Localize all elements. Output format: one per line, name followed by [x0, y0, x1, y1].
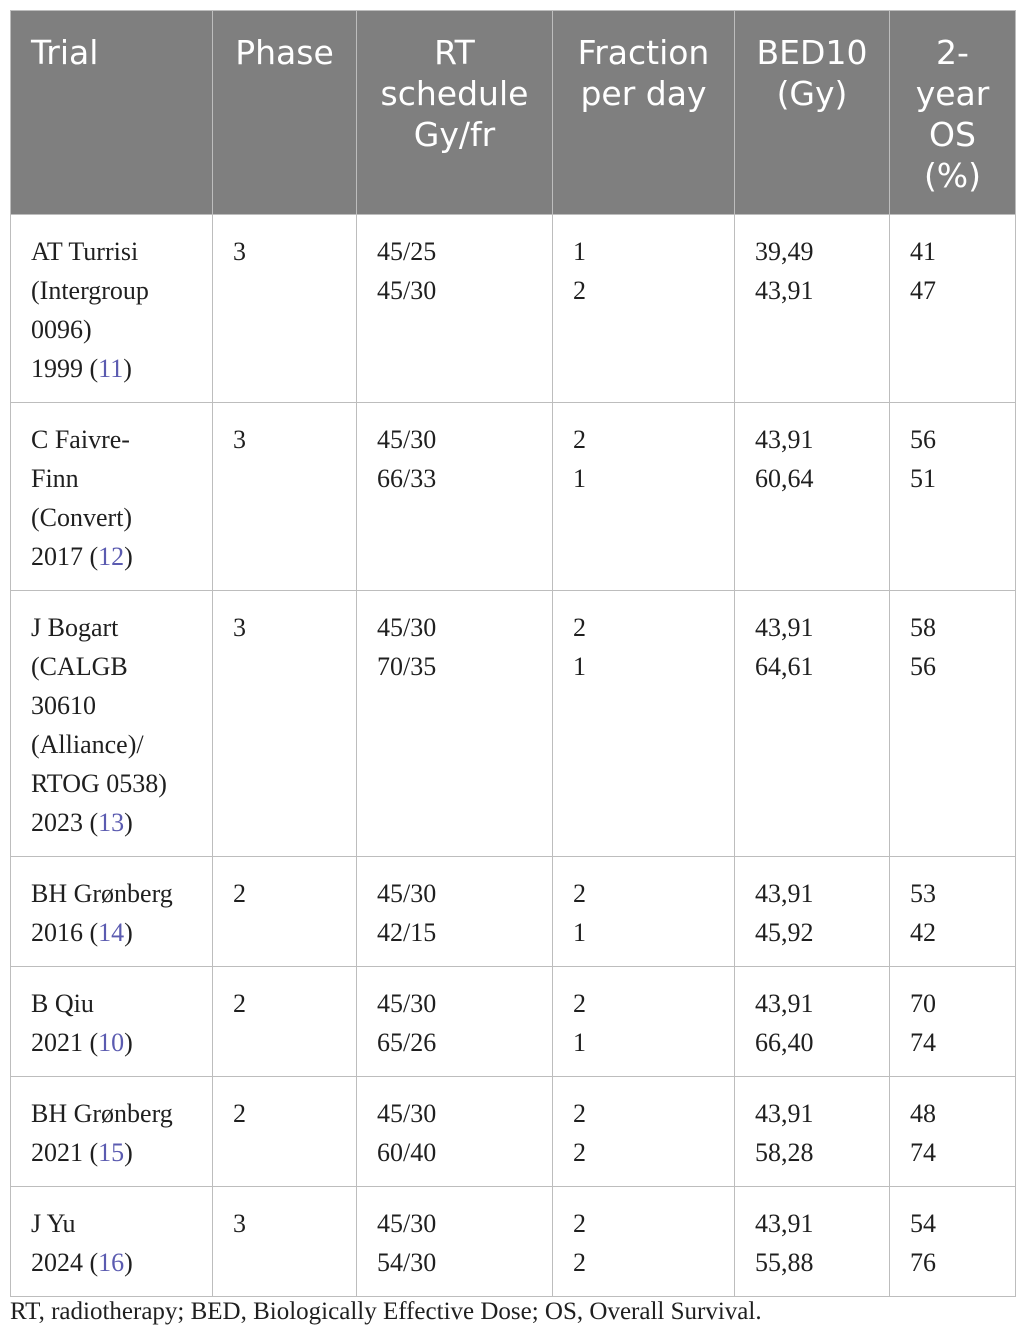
- cell-bed10-value: 43,91: [755, 1209, 814, 1238]
- cell-bed10: [735, 857, 890, 967]
- cell-fraction-value: 2: [573, 425, 586, 454]
- trials-table: [10, 10, 1016, 1297]
- cell-os: [890, 967, 1016, 1077]
- cell-os-value: 58: [910, 613, 936, 642]
- header-phase: Phase: [213, 11, 357, 215]
- cell-bed10-value: 43,91: [755, 613, 814, 642]
- cell-rt-schedule: [357, 1187, 553, 1297]
- trial-name-line: AT Turrisi: [31, 237, 139, 266]
- cell-fraction-value: 2: [573, 276, 586, 305]
- header-fraction-line: per day: [580, 74, 707, 113]
- cell-fraction: [553, 1077, 735, 1187]
- cell-fraction-value: 1: [573, 1028, 586, 1057]
- header-bed10-line: (Gy): [776, 74, 848, 113]
- header-rt-schedule-line: schedule: [380, 74, 529, 113]
- cell-os-value: 48: [910, 1099, 936, 1128]
- cell-rt-schedule-value: 45/30: [377, 1209, 437, 1238]
- cell-rt-schedule: [357, 403, 553, 591]
- cell-rt-schedule: [357, 215, 553, 403]
- cell-bed10: [735, 403, 890, 591]
- cell-rt-schedule: [357, 591, 553, 857]
- header-os: [890, 11, 1016, 215]
- cell-rt-schedule-value: 45/30: [377, 276, 437, 305]
- header-row: [11, 11, 1016, 215]
- cell-trial: [11, 403, 213, 591]
- cell-phase: 3: [213, 215, 357, 403]
- cell-bed10: [735, 1187, 890, 1297]
- cell-fraction: [553, 967, 735, 1077]
- cell-fraction: [553, 215, 735, 403]
- header-rt-schedule-line: Gy/fr: [413, 115, 496, 154]
- reference-link[interactable]: 13: [98, 808, 125, 837]
- trial-name-line: (Intergroup: [31, 276, 149, 305]
- table-row: [11, 591, 1016, 857]
- trial-year-line: 2023 (13): [31, 808, 133, 837]
- trial-year: 2023: [31, 808, 83, 837]
- cell-bed10-value: 43,91: [755, 879, 814, 908]
- cell-os-value: 41: [910, 237, 936, 266]
- cell-bed10: [735, 591, 890, 857]
- cell-bed10-value: 60,64: [755, 464, 814, 493]
- cell-rt-schedule-value: 45/30: [377, 613, 437, 642]
- header-os-line: OS: [929, 115, 976, 154]
- cell-os-value: 53: [910, 879, 936, 908]
- trial-name-line: J Bogart: [31, 613, 119, 642]
- trial-name-line: Finn: [31, 464, 79, 493]
- table-row: [11, 967, 1016, 1077]
- cell-fraction-value: 1: [573, 652, 586, 681]
- cell-os-value: 51: [910, 464, 936, 493]
- trial-year: 2016: [31, 918, 83, 947]
- table-row: [11, 403, 1016, 591]
- cell-rt-schedule-value: 45/30: [377, 1099, 437, 1128]
- cell-phase: 3: [213, 403, 357, 591]
- trial-year: 2021: [31, 1138, 83, 1167]
- table-row: [11, 1187, 1016, 1297]
- header-rt-schedule-line: RT: [434, 33, 475, 72]
- trial-year: 2017: [31, 542, 83, 571]
- cell-fraction-value: 1: [573, 918, 586, 947]
- cell-rt-schedule-value: 45/30: [377, 989, 437, 1018]
- trial-name-line: (Alliance)/: [31, 730, 144, 759]
- header-os-line: 2-: [936, 33, 969, 72]
- cell-phase: 3: [213, 591, 357, 857]
- header-fraction: [553, 11, 735, 215]
- cell-os: [890, 857, 1016, 967]
- trial-name-line: 30610: [31, 691, 96, 720]
- cell-bed10-value: 66,40: [755, 1028, 814, 1057]
- cell-fraction-value: 2: [573, 989, 586, 1018]
- reference-link[interactable]: 15: [98, 1138, 125, 1167]
- cell-rt-schedule: [357, 967, 553, 1077]
- trial-name-line: C Faivre-: [31, 425, 130, 454]
- cell-bed10: [735, 215, 890, 403]
- cell-fraction: [553, 403, 735, 591]
- trial-name-line: (CALGB: [31, 652, 128, 681]
- cell-bed10-value: 43,91: [755, 989, 814, 1018]
- trial-name-line: B Qiu: [31, 989, 94, 1018]
- table-row: [11, 215, 1016, 403]
- cell-bed10-value: 43,91: [755, 276, 814, 305]
- trial-year-line: 2016 (14): [31, 918, 133, 947]
- trial-year: 2024: [31, 1248, 83, 1277]
- cell-rt-schedule-value: 45/25: [377, 237, 437, 266]
- trial-year-line: 1999 (11): [31, 354, 132, 383]
- header-os-line: year: [915, 74, 990, 113]
- cell-rt-schedule-value: 70/35: [377, 652, 437, 681]
- header-os-line: (%): [923, 156, 982, 195]
- trial-year: 1999: [31, 354, 83, 383]
- cell-rt-schedule-value: 65/26: [377, 1028, 437, 1057]
- cell-rt-schedule-value: 45/30: [377, 425, 437, 454]
- trial-name-line: (Convert): [31, 503, 133, 532]
- cell-bed10-value: 58,28: [755, 1138, 814, 1167]
- header-bed10-line: BED10: [756, 33, 868, 72]
- cell-os-value: 54: [910, 1209, 936, 1238]
- cell-trial: [11, 1077, 213, 1187]
- trial-year-line: 2017 (12): [31, 542, 133, 571]
- cell-os-value: 76: [910, 1248, 936, 1277]
- cell-trial: [11, 1187, 213, 1297]
- cell-phase: 3: [213, 1187, 357, 1297]
- cell-bed10-value: 43,91: [755, 1099, 814, 1128]
- table-row: [11, 857, 1016, 967]
- cell-fraction-value: 2: [573, 1138, 586, 1167]
- reference-link[interactable]: 12: [98, 542, 125, 571]
- cell-bed10-value: 43,91: [755, 425, 814, 454]
- cell-os-value: 56: [910, 425, 936, 454]
- table-body: [11, 215, 1016, 1297]
- cell-os: [890, 1077, 1016, 1187]
- cell-os-value: 56: [910, 652, 936, 681]
- cell-fraction-value: 2: [573, 1248, 586, 1277]
- cell-os: [890, 1187, 1016, 1297]
- cell-bed10-value: 45,92: [755, 918, 814, 947]
- cell-rt-schedule-value: 54/30: [377, 1248, 437, 1277]
- header-trial: Trial: [11, 11, 213, 215]
- cell-os-value: 74: [910, 1028, 936, 1057]
- trial-name-line: BH Grønberg: [31, 879, 173, 908]
- cell-os-value: 70: [910, 989, 936, 1018]
- trial-name-line: RTOG 0538): [31, 769, 167, 798]
- cell-rt-schedule-value: 42/15: [377, 918, 437, 947]
- table-footnote: RT, radiotherapy; BED, Biologically Effective Dose; OS, Overall Survival.: [10, 1298, 762, 1325]
- header-fraction-line: Fraction: [577, 33, 710, 72]
- cell-fraction-value: 1: [573, 237, 586, 266]
- cell-phase: 2: [213, 1077, 357, 1187]
- trial-year: 2021: [31, 1028, 83, 1057]
- cell-rt-schedule: [357, 857, 553, 967]
- cell-rt-schedule-value: 60/40: [377, 1138, 437, 1167]
- cell-phase: 2: [213, 857, 357, 967]
- cell-rt-schedule-value: 45/30: [377, 879, 437, 908]
- trial-name-line: J Yu: [31, 1209, 76, 1238]
- cell-fraction-value: 2: [573, 1099, 586, 1128]
- cell-fraction: [553, 591, 735, 857]
- reference-link[interactable]: 11: [98, 354, 124, 383]
- cell-os: [890, 403, 1016, 591]
- cell-fraction-value: 2: [573, 613, 586, 642]
- cell-bed10-value: 39,49: [755, 237, 814, 266]
- trial-name-line: 0096): [31, 315, 92, 344]
- cell-os: [890, 215, 1016, 403]
- cell-trial: [11, 857, 213, 967]
- cell-bed10: [735, 967, 890, 1077]
- cell-rt-schedule-value: 66/33: [377, 464, 437, 493]
- cell-phase: 2: [213, 967, 357, 1077]
- reference-link[interactable]: 14: [98, 918, 125, 947]
- cell-bed10-value: 55,88: [755, 1248, 814, 1277]
- reference-link[interactable]: 16: [98, 1248, 125, 1277]
- cell-fraction-value: 2: [573, 1209, 586, 1238]
- header-rt-schedule: [357, 11, 553, 215]
- header-bed10: [735, 11, 890, 215]
- trial-year-line: 2024 (16): [31, 1248, 133, 1277]
- cell-trial: [11, 967, 213, 1077]
- table-header: [11, 11, 1016, 215]
- cell-bed10-value: 64,61: [755, 652, 814, 681]
- cell-bed10: [735, 1077, 890, 1187]
- cell-fraction: [553, 857, 735, 967]
- cell-fraction-value: 1: [573, 464, 586, 493]
- cell-fraction-value: 2: [573, 879, 586, 908]
- cell-fraction: [553, 1187, 735, 1297]
- cell-os-value: 74: [910, 1138, 936, 1167]
- table-row: [11, 1077, 1016, 1187]
- cell-trial: [11, 215, 213, 403]
- trial-name-line: BH Grønberg: [31, 1099, 173, 1128]
- trial-year-line: 2021 (15): [31, 1138, 133, 1167]
- cell-os-value: 42: [910, 918, 936, 947]
- cell-trial: [11, 591, 213, 857]
- cell-os-value: 47: [910, 276, 936, 305]
- trial-year-line: 2021 (10): [31, 1028, 133, 1057]
- cell-os: [890, 591, 1016, 857]
- cell-rt-schedule: [357, 1077, 553, 1187]
- reference-link[interactable]: 10: [98, 1028, 125, 1057]
